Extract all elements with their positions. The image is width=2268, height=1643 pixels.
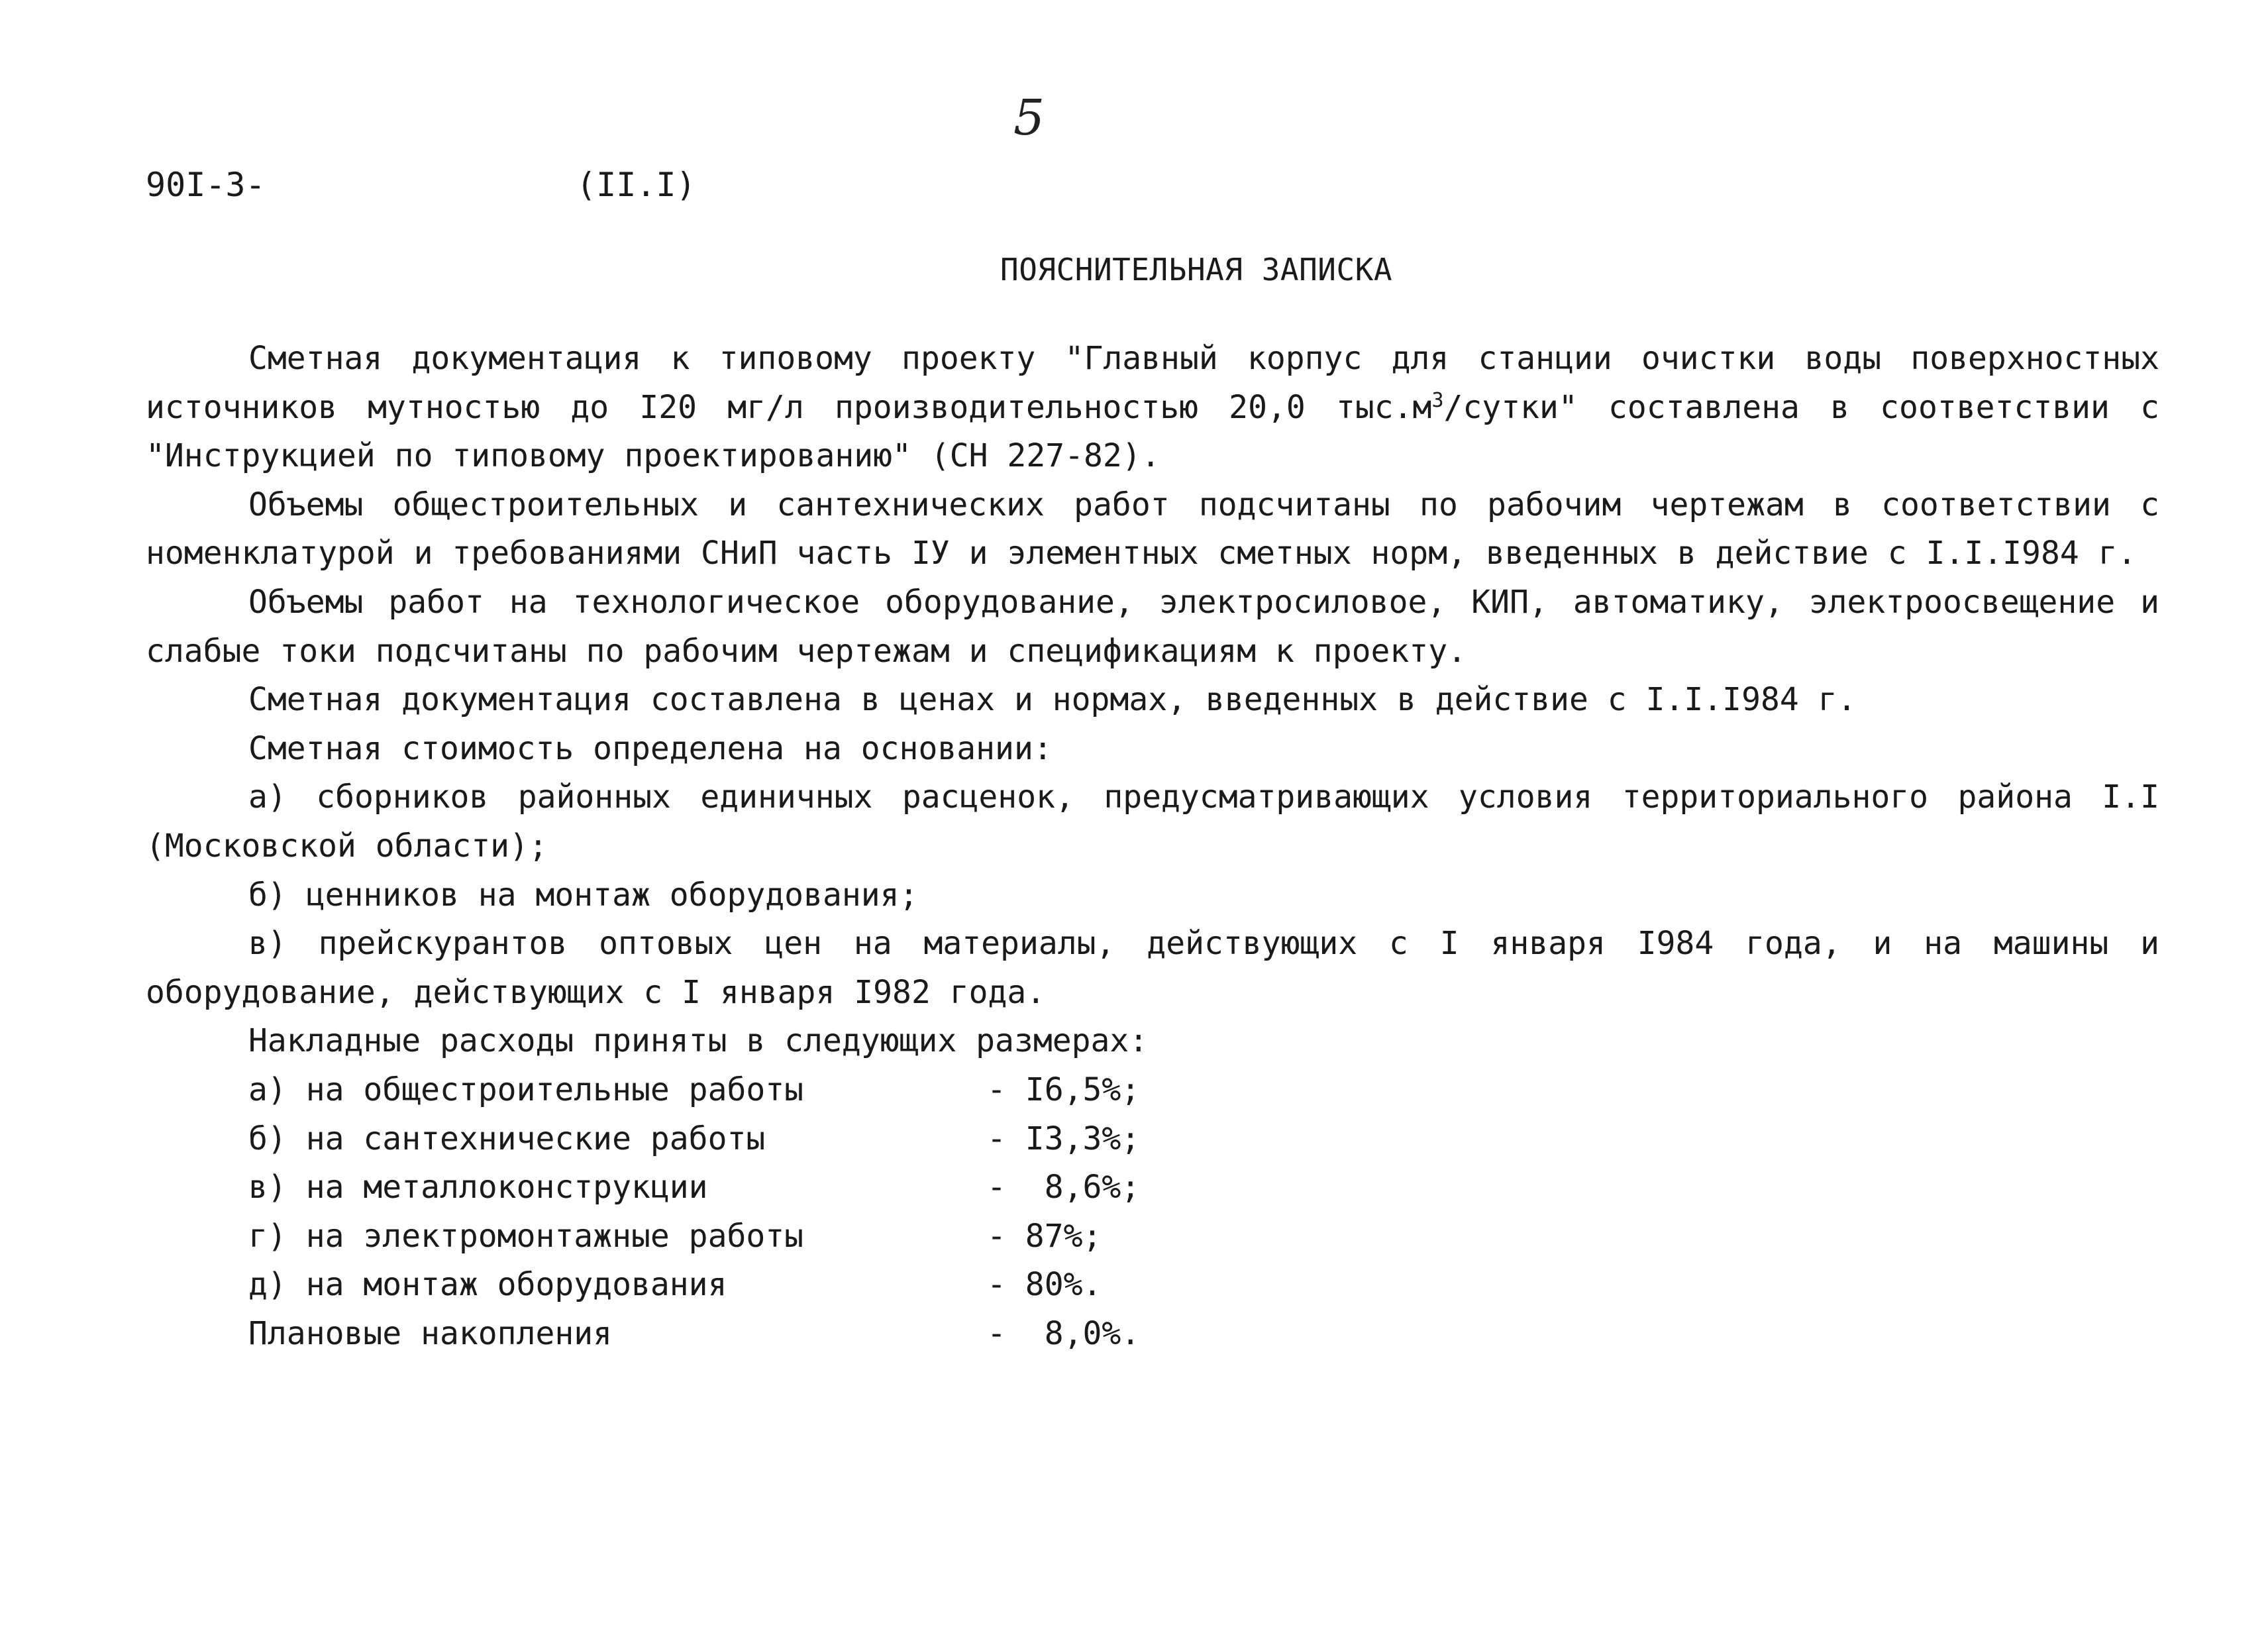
paragraph-equipment-volumes: Объемы работ на технологическое оборудование, электросиловое, КИП, автоматику, электроосвещение и слабые токи подсчитаны по рабочим чертежам и спецификациям к проекту. — [146, 583, 2159, 670]
rate-row — [146, 1115, 2159, 1164]
document-section: (II.I) — [576, 166, 696, 204]
paragraph-overhead: Накладные расходы приняты в следующих размерах: — [248, 1022, 1149, 1060]
rate-value: - 8,6%; — [987, 1169, 1141, 1206]
rate-value: - 87%; — [987, 1217, 1102, 1255]
overhead-rates-list — [146, 1066, 2159, 1359]
rate-value: - 8,0%. — [987, 1314, 1141, 1352]
rate-label: д) на монтаж оборудования — [248, 1266, 727, 1304]
paragraph-basis: Сметная стоимость определена на основании: — [248, 729, 1053, 767]
rate-row — [146, 1261, 2159, 1310]
list-item-basis-c: в) прейскурантов оптовых цен на материалы, действующих с I января I984 года, и на машины и оборудование, действующих с I января I982 года. — [146, 925, 2159, 1011]
rate-row-planned-savings — [146, 1310, 2159, 1359]
list-item-basis-b: б) ценников на монтаж оборудования; — [248, 876, 919, 914]
paragraph-scope-text: Сметная документация к типовому проекту "Главный корпус для станции очистки воды поверхностных источников мутностью до I20 мг/л производительностью 20,0 тыс.м — [146, 340, 2159, 426]
rate-row — [146, 1066, 2159, 1115]
document-body — [146, 335, 2159, 1358]
list-item-basis-a: а) сборников районных единичных расценок, предусматривающих условия территориального района I.I (Московской области); — [146, 778, 2159, 865]
document-code: 90I-3- — [146, 166, 266, 204]
paragraph-construction-volumes: Объемы общестроительных и сантехнических работ подсчитаны по рабочим чертежам в соответствии с номенклатурой и требованиями СНиП часть IУ и элементных сметных норм, введенных в действие с I.I.I984 г. — [146, 486, 2159, 572]
document-title: ПОЯСНИТЕЛЬНАЯ ЗАПИСКА — [1000, 252, 1393, 288]
rate-value: - I6,5%; — [987, 1071, 1141, 1108]
rate-label: г) на электромонтажные работы — [248, 1217, 804, 1255]
rate-value: - 80%. — [987, 1266, 1102, 1304]
rate-row — [146, 1163, 2159, 1212]
rate-row — [146, 1212, 2159, 1261]
paragraph-scope — [146, 335, 2159, 481]
paragraph-prices: Сметная документация составлена в ценах и нормах, введенных в действие с I.I.I984 г. — [248, 681, 1857, 719]
rate-value: - I3,3%; — [987, 1120, 1141, 1157]
superscript-cubic: 3 — [1431, 388, 1444, 412]
rate-label: а) на общестроительные работы — [248, 1071, 804, 1108]
rate-label: б) на сантехнические работы — [248, 1120, 766, 1157]
rate-label: Плановые накопления — [248, 1314, 613, 1352]
rate-label: в) на металлоконструкции — [248, 1169, 708, 1206]
page-number: 5 — [1013, 89, 1045, 146]
paragraph-scope-text-end: /сутки" составлена в соответствии с "Инструкцией по типовому проектированию" (СН 227-82). — [146, 388, 2159, 475]
